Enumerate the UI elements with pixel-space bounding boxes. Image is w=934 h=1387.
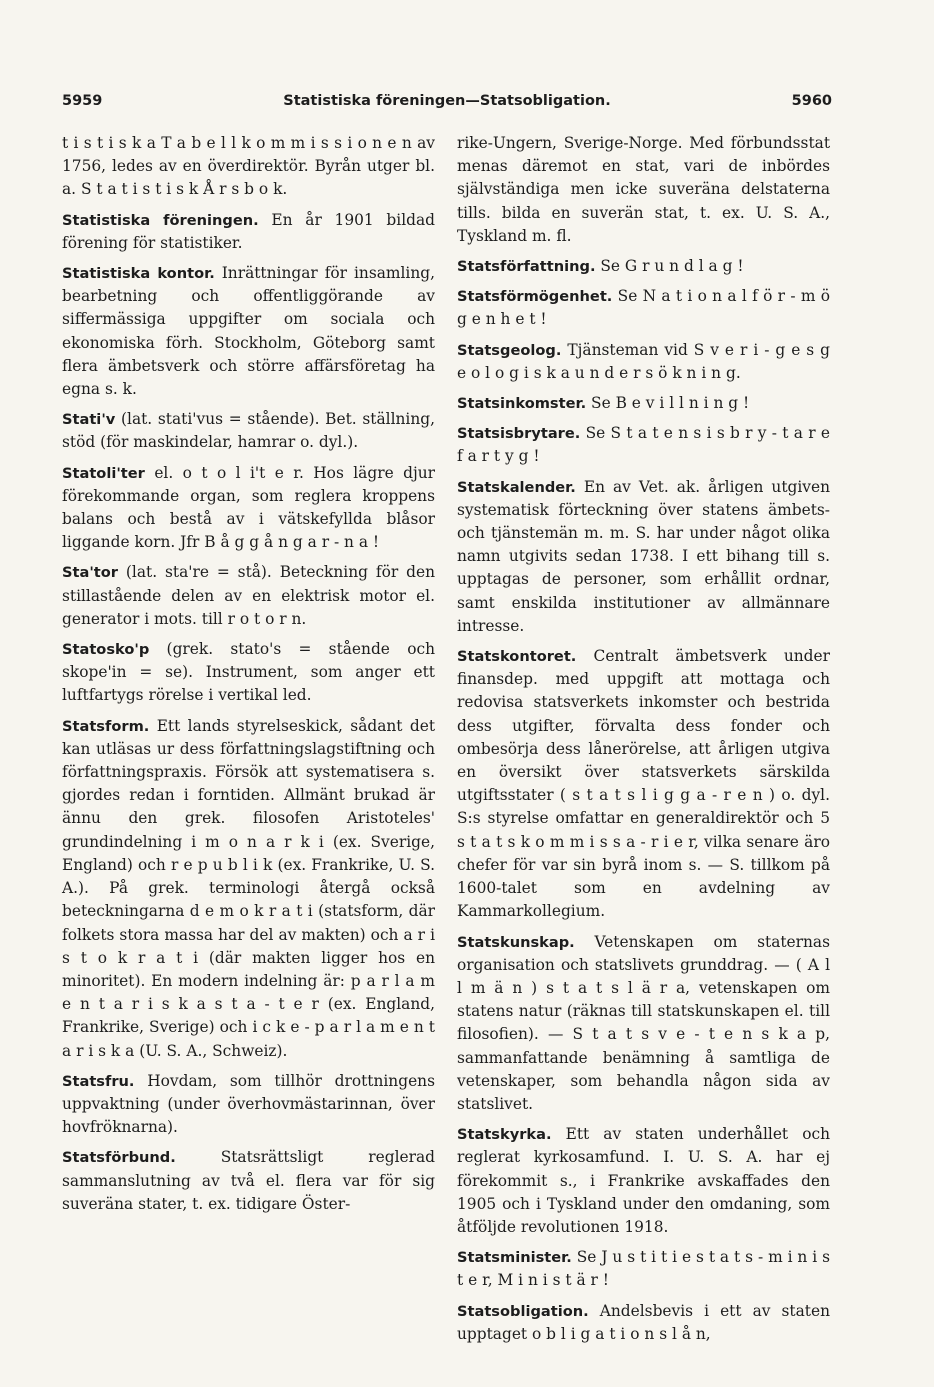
entry-headword: Statsfru. <box>62 1072 135 1090</box>
dictionary-entry <box>62 462 435 555</box>
entry-text: Statsrättsligt reglerad sammanslutning av två el. flera var för sig suveräna stater, t. ex. tidigare Öster- <box>62 1148 435 1213</box>
dictionary-entry <box>457 645 830 923</box>
entry-text: Se G r u n d l a g ! <box>595 257 744 276</box>
dictionary-entry <box>62 132 435 202</box>
dictionary-entry <box>62 561 435 631</box>
entry-text: Tjänsteman vid S v e r i - g e s g e o l o g i s k a u n d e r s ö k n i n g. <box>457 340 830 382</box>
entry-headword: Statsform. <box>62 717 150 735</box>
dictionary-entry <box>457 132 830 248</box>
entry-text: Vetenskapen om staternas organisation och statslivets grunddrag. — ( A l l m ä n ) s t a t s l ä r a, vetenskapen om statens natur (räknas till statskunskapen el. till filosofien). — S t a t s v e - t e n s k a p, sammanfattande benämning å samtliga de vetenskaper, som behandla någon sida av statslivet. <box>457 932 830 1113</box>
entry-headword: Statsförbund. <box>62 1149 176 1167</box>
dictionary-entry <box>62 638 435 708</box>
entry-headword: Statskontoret. <box>457 648 577 666</box>
entry-headword: Statistiska kontor. <box>62 265 215 283</box>
entry-text: En år 1901 bildad förening för statistiker. <box>62 210 436 252</box>
right-column <box>457 132 830 1353</box>
entry-headword: Statsobligation. <box>457 1302 589 1320</box>
dictionary-entry <box>457 392 830 415</box>
dictionary-entry <box>457 285 830 331</box>
entry-headword: Statsminister. <box>457 1249 572 1267</box>
entry-headword: Statskunskap. <box>457 933 575 951</box>
entry-text: Se J u s t i t i e s t a t s - m i n i s t e r, M i n i s t ä r ! <box>457 1248 830 1290</box>
dictionary-entry <box>62 1070 435 1140</box>
entry-text: t i s t i s k a T a b e l l k o m m i s s i o n e n av 1756, ledes av en överdirektör. Byrån utger bl. a. S t a t i s t i s k Å r s b o k. <box>62 134 435 199</box>
entry-text: Ett lands styrelseskick, sådant det kan utläsas ur dess författningslagstiftning och författningspraxis. Försök att systematisera s. gjordes redan i forntiden. Allmänt brukad är ännu den grek. filosofen Aristoteles' grundindelning i m o n a r k i (ex. Sverige, England) och r e p u b l i k (ex. Frankrike, U. S. A.). På grek. terminologi återgå också beteckningarna d e m o k r a t i (statsform, där folkets stora massa har del av makten) och a r i s t o k r a t i (där makten ligger hos en minoritet). En modern indelning är: p a r l a m e n t a r i s k a s t a - t e r (ex. England, Frankrike, Sverige) och i c k e - p a r l a m e n t a r i s k a (U. S. A., Schweiz). <box>62 716 435 1060</box>
entry-headword: Statsinkomster. <box>457 395 587 413</box>
dictionary-entry <box>457 339 830 385</box>
dictionary-entry <box>62 262 435 401</box>
entry-text: (lat. stati'vus = stående). Bet. ställning, stöd (för maskindelar, hamrar o. dyl.). <box>62 410 435 452</box>
dictionary-entry <box>457 1300 830 1346</box>
entry-headword: Statskalender. <box>457 478 576 496</box>
running-header <box>62 93 832 117</box>
entry-headword: Statosko'p <box>62 641 150 659</box>
entry-headword: Statsförfattning. <box>457 258 596 276</box>
entry-text: (grek. stato's = stående och skope'in = se). Instrument, som anger ett luftfartygs rörelse i vertikal led. <box>62 640 435 705</box>
dictionary-entry <box>457 422 830 468</box>
entry-text: Se B e v i l l n i n g ! <box>586 394 750 413</box>
entry-text: el. o t o l i't e r. Hos lägre djur förekommande organ, som reglera kroppens balans och bestå av i vätskefyllda blåsor liggande korn. Jfr B å g g å n g a r - n a ! <box>62 463 435 552</box>
entry-text: Se S t a t e n s i s b r y - t a r e f a r t y g ! <box>457 424 830 466</box>
entry-headword: Statsgeolog. <box>457 341 562 359</box>
dictionary-entry <box>457 476 830 638</box>
dictionary-entry <box>457 1123 830 1239</box>
running-title: Statistiska föreningen—Statsobligation. <box>283 93 611 109</box>
entry-text: Ett av staten underhållet och reglerat kyrkosamfund. I. U. S. A. har ej förekommit s., i Frankrike avskaffades den 1905 och i Tyskland under den omdaning, som åtföljde revolutionen 1918. <box>457 1125 830 1236</box>
entry-text: Se N a t i o n a l f ö r - m ö g e n h e t ! <box>457 287 830 329</box>
entry-headword: Statskyrka. <box>457 1126 552 1144</box>
page-number-right: 5960 <box>791 93 832 109</box>
dictionary-entry <box>62 209 435 255</box>
entry-headword: Statsisbrytare. <box>457 425 581 443</box>
entry-text: Inrättningar för insamling, bearbetning och offentliggörande av siffermässiga uppgifter om sociala och ekonomiska förh. Stockholm, Göteborg samt flera ämbetsverk och större affärsföretag ha egna s. k. <box>62 264 435 399</box>
entry-headword: Statoli'ter <box>62 464 145 482</box>
dictionary-entry <box>62 715 435 1063</box>
page-number-left: 5959 <box>62 93 103 109</box>
dictionary-entry <box>62 1146 435 1216</box>
entry-text: Andelsbevis i ett av staten upptaget o b l i g a t i o n s l å n, <box>457 1301 830 1343</box>
left-column <box>62 132 435 1223</box>
dictionary-entry <box>62 408 435 454</box>
dictionary-entry <box>457 255 830 278</box>
entry-headword: Sta'tor <box>62 564 119 582</box>
entry-text: Centralt ämbetsverk under finansdep. med uppgift att mottaga och redovisa statsverkets inkomster och bestrida dess utgifter, förvalta dess fonder och ombesörja dess lånerörelse, att årligen utgiva en översikt över statsverkets särskilda utgiftsstater ( s t a t s l i g g a - r e n ) o. dyl. S:s styrelse omfattar en generaldirektör och 5 s t a t s k o m m i s s a - r i e r, vilka senare äro chefer för var sin byrå inom s. — S. tillkom på 1600-talet som en avdelning av Kammarkollegium. <box>457 647 830 921</box>
entry-text: (lat. sta're = stå). Beteckning för den stillastående delen av en elektrisk motor el. generator i mots. till r o t o r n. <box>62 563 435 628</box>
entry-headword: Statsförmögenhet. <box>457 288 613 306</box>
dictionary-entry <box>457 931 830 1117</box>
entry-headword: Statistiska föreningen. <box>62 211 259 229</box>
entry-text: En av Vet. ak. årligen utgiven systematisk förteckning över statens ämbets- och tjänstemän m. m. S. har under något olika namn utgivits sedan 1738. I ett bihang till s. upptagas de personer, som erhållit ordnar, samt enskilda institutioner av allmännare intresse. <box>457 477 830 635</box>
entry-text: Hovdam, som tillhör drottningens uppvaktning (under överhovmästarinnan, över hovfröknarna). <box>62 1071 435 1137</box>
dictionary-entry <box>457 1246 830 1292</box>
entry-text: rike-Ungern, Sverige-Norge. Med förbundsstat menas däremot en stat, vari de inbördes självständiga men icke suveräna delstaterna tills. bilda en suverän stat, t. ex. U. S. A., Tyskland m. fl. <box>457 134 830 245</box>
entry-headword: Stati'v <box>62 411 116 429</box>
